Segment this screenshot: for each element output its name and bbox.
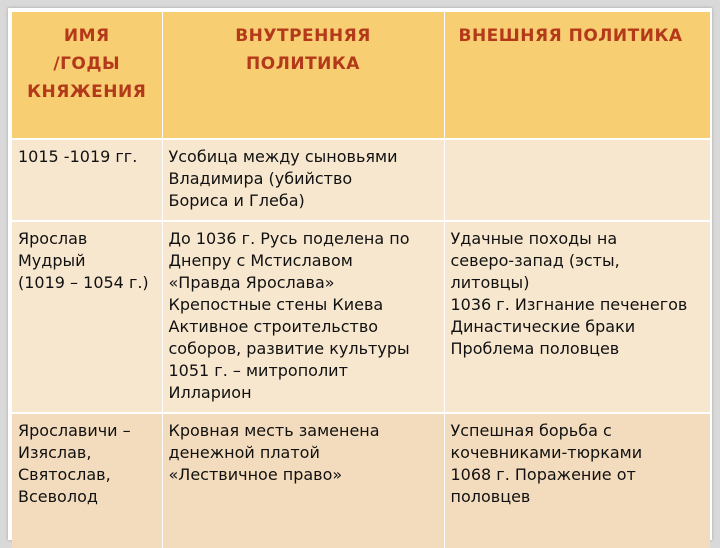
princes-table [12, 12, 710, 548]
cell-external [444, 139, 710, 221]
cell-name [12, 221, 162, 413]
cell-name [12, 139, 162, 221]
header-name-years [12, 12, 162, 139]
header-external-policy [444, 12, 710, 139]
header-internal-policy [162, 12, 444, 139]
cell-name-text: 1015 -1019 гг. [18, 147, 138, 166]
cell-internal [162, 139, 444, 221]
cell-internal [162, 221, 444, 413]
cell-internal-text: Кровная месть заменена денежной платой «Лествичное право» [168, 421, 380, 484]
header-name-years-label: ИМЯ /ГОДЫ КНЯЖЕНИЯ [27, 26, 147, 102]
cell-external [444, 221, 710, 413]
cell-internal-text: До 1036 г. Русь поделена по Днепру с Мстиславом «Правда Ярослава» Крепостные стены Киева Активное строительство соборов, развитие культуры 1051 г. – митрополит Илларион [168, 229, 410, 402]
table-row [12, 139, 710, 221]
cell-name-text: Ярослав Мудрый (1019 – 1054 г.) [18, 229, 149, 292]
cell-internal [162, 413, 444, 548]
cell-external [444, 413, 710, 548]
cell-external-text: Успешная борьба с кочевниками-тюрками 1068 г. Поражение от половцев [450, 421, 643, 506]
table-header-row [12, 12, 710, 139]
table-row [12, 221, 710, 413]
cell-name [12, 413, 162, 548]
cell-internal-text: Усобица между сыновьями Владимира (убийство Бориса и Глеба) [168, 147, 398, 210]
header-external-policy-label: ВНЕШНЯЯ ПОЛИТИКА [458, 26, 683, 46]
table-row [12, 413, 710, 548]
slide [8, 8, 712, 540]
cell-name-text: Ярославичи – Изяслав, Святослав, Всеволод [18, 421, 131, 506]
cell-external-text: Удачные походы на северо-запад (эсты, литовцы) 1036 г. Изгнание печенегов Династические браки Проблема половцев [450, 229, 688, 358]
header-internal-policy-label: ВНУТРЕННЯЯ ПОЛИТИКА [235, 26, 371, 74]
